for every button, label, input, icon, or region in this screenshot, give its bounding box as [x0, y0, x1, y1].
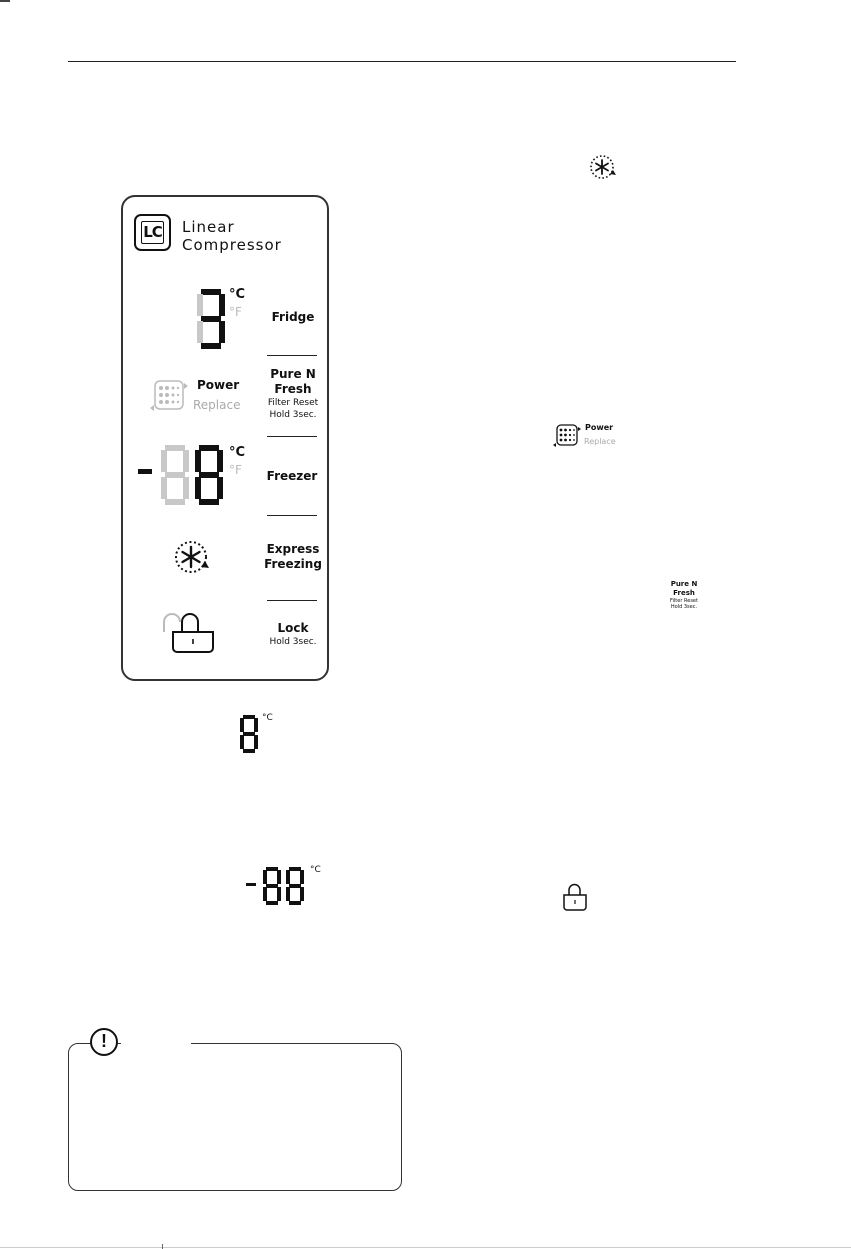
- filter-reset-label: Filter Reset: [267, 398, 319, 408]
- pure-n-fresh-line-1: Pure N: [270, 367, 316, 381]
- fridge-display-small: [240, 715, 258, 753]
- fridge-temperature-digit: [196, 288, 226, 350]
- pure-n-fresh-small-line-1: Pure N: [670, 580, 698, 588]
- express-line-1: Express: [266, 542, 320, 556]
- hold-3sec-small: Hold 3sec.: [670, 604, 698, 610]
- control-panel: [121, 195, 329, 681]
- hold-3sec-label: Hold 3sec.: [269, 410, 317, 420]
- pure-n-fresh-small-line-2: Fresh: [673, 589, 695, 597]
- replace-label-small: Replace: [584, 437, 616, 446]
- separator: [267, 515, 317, 516]
- filter-reset-small: Filter Reset: [670, 598, 698, 604]
- separator: [267, 436, 317, 437]
- caution-icon: !: [90, 1028, 118, 1056]
- freezer-display-small-minus: [246, 883, 256, 886]
- freezer-display-small: [263, 867, 307, 905]
- express-freezing-icon: [586, 153, 622, 181]
- header-rule: [68, 61, 736, 62]
- freezer-minus-sign: [138, 469, 152, 474]
- power-label-small: Power: [585, 423, 614, 432]
- lock-icon-small: [561, 883, 591, 913]
- brand-line-2: Compressor: [182, 236, 282, 254]
- fridge-unit-fahrenheit: °F: [229, 305, 242, 319]
- footer-rule: [0, 1247, 851, 1248]
- express-freezing-icon: [172, 538, 214, 578]
- brand-name: [182, 218, 282, 254]
- caution-box-gap: [121, 1040, 191, 1046]
- express-freezing-button[interactable]: [262, 542, 324, 572]
- freezer-display-small-unit: °C: [310, 865, 321, 875]
- fridge-unit-celsius: °C: [229, 287, 246, 302]
- separator: [267, 355, 317, 356]
- lock-hold-label: Hold 3sec.: [269, 637, 317, 647]
- pure-n-fresh-button-small: [664, 580, 704, 610]
- lc-logo-text: LC: [141, 221, 164, 244]
- pure-n-fresh-button[interactable]: [258, 367, 328, 421]
- replace-label: Replace: [193, 398, 241, 412]
- freezer-temperature-digits: [160, 444, 226, 506]
- footer-tick: [162, 1244, 163, 1249]
- lock-label: Lock: [277, 621, 309, 635]
- brand-line-1: Linear: [182, 218, 235, 236]
- separator: [267, 600, 317, 601]
- filter-icon-small: [552, 421, 582, 451]
- lock-icon: [160, 610, 220, 656]
- freezer-button[interactable]: Freezer: [266, 469, 318, 483]
- freezer-unit-fahrenheit: °F: [229, 463, 242, 477]
- express-line-2: Freezing: [264, 557, 322, 571]
- fridge-button[interactable]: Fridge: [271, 310, 315, 324]
- corner-mark: [0, 0, 10, 2]
- caution-box: [68, 1043, 402, 1191]
- lc-logo: [134, 214, 171, 251]
- pure-n-fresh-line-2: Fresh: [274, 382, 312, 396]
- power-label: Power: [197, 378, 240, 392]
- filter-icon: [148, 375, 190, 415]
- freezer-unit-celsius: °C: [229, 445, 246, 460]
- lock-button[interactable]: [262, 621, 324, 648]
- fridge-display-small-unit: °C: [262, 713, 273, 723]
